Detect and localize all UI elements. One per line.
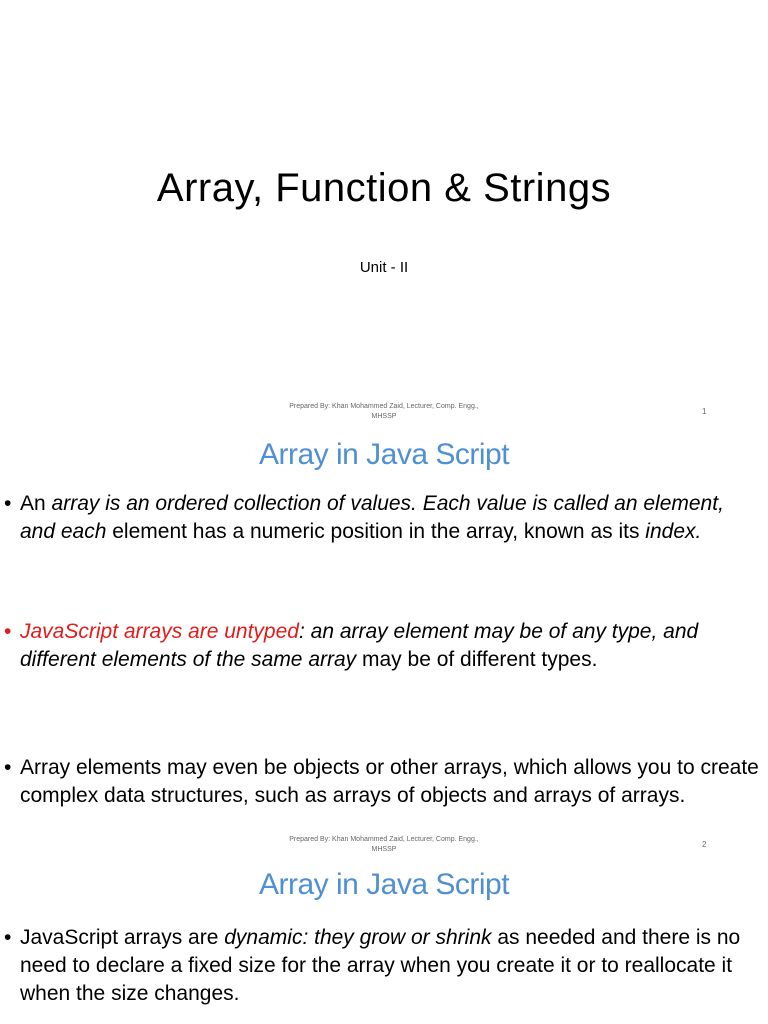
slide-3 [0,862,768,1024]
slide-title: Array in Java Script [258,438,510,471]
bullet-item [4,618,762,674]
bullet-text: Array elements may even be objects or other arrays, which allows you to create complex data structures, such as arrays of objects and arrays of arrays. [20,756,759,807]
bullet-text: JavaScript arrays are untyped: an array element may be of any type, and different elements of the same array may be of different types. [20,620,699,671]
slide-subtitle: Unit - II [359,259,409,276]
bullet-dot-icon: • [4,756,12,779]
bullet-text: JavaScript arrays are dynamic: they grow or shrink as needed and there is no need to declare a fixed size for the array when you create it or to reallocate it when the size changes. [20,926,741,1005]
bullet-item [4,754,762,810]
page-number: 2 [702,840,707,849]
bullet-dot-icon: • [4,926,12,949]
footer-line-1: Prepared By: Khan Mohammed Zaid, Lecturer, Comp. Engg., [289,403,479,410]
footer-line-2: MHSSP [371,846,397,853]
footer-line-1: Prepared By: Khan Mohammed Zaid, Lecturer, Comp. Engg., [289,836,479,843]
bullet-text: An array is an ordered collection of values. Each value is called an element, and each element has a numeric position in the array, known as its index. [20,492,724,543]
slide-title: Array in Java Script [258,868,510,901]
slide-1 [0,0,768,430]
slide-footer [258,402,510,422]
bullet-item [4,490,762,546]
bullet-item [4,924,762,1008]
footer-line-2: MHSSP [371,413,397,420]
bullet-dot-icon: • [4,492,12,515]
slide-2 [0,430,768,862]
slide-footer [258,835,510,855]
slide-title: Array, Function & Strings [156,166,612,210]
page-number: 1 [702,407,707,416]
bullet-dot-icon: • [4,620,12,643]
